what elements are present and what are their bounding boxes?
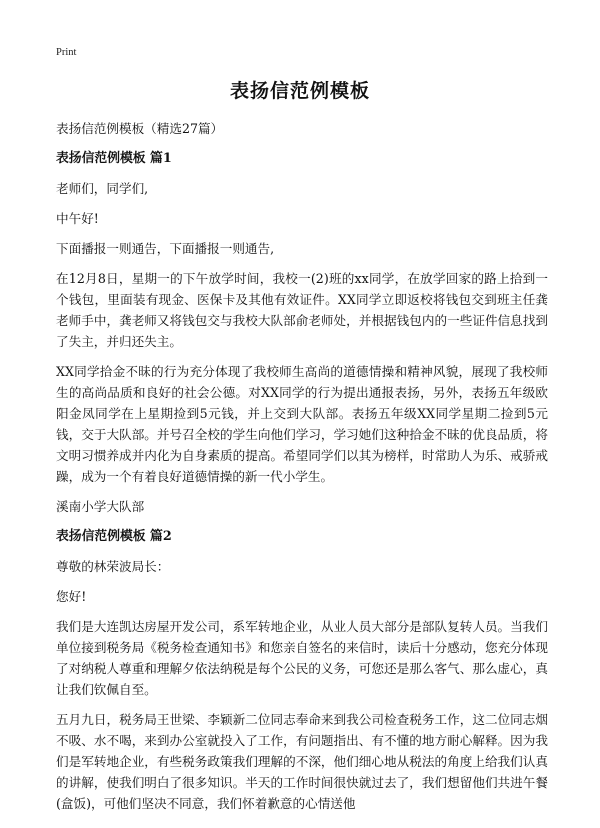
section-2-heading: 表扬信范例模板 篇2 — [56, 529, 172, 544]
paragraph: 五月九日，税务局王世梁、李颖新二位同志奉命来到我公司检查税务工作，这二位同志烟不吸、水不喝，来到办公室就投入了工作，有问题指出、有不懂的地方耐心解释。因为我们是军转地企业，有些税务政策我们理解的不深，他们细心地从税法的角度上给我们认真的讲解，使我们明白了很多知识。半天的工作时间很快就过去了，我们想留他们共进午餐(盒饭)，可他们坚决不同意，我们怀着歉意的心情送他 — [56, 712, 548, 811]
document-body — [56, 118, 548, 823]
paragraph: XX同学拾金不昧的行为充分体现了我校师生高尚的道德情操和精神风貌，展现了我校师生的高尚品质和良好的社会公德。对XX同学的行为提出通报表扬，另外，表扬五年级欧阳金凤同学在上星期捡到5元钱，并上交到大队部。表扬五年级XX同学星期二捡到5元钱，交于大队部。并号召全校的学生向他们学习，学习她们这种拾金不昧的优良品质，将文明习惯养成并内化为自身素质的提高。希望同学们以其为榜样，时常助人为乐、戒骄戒躁，成为一个有着良好道德情操的新一代小学生。 — [56, 364, 548, 484]
paragraph: 尊敬的林荣波局长： — [56, 559, 170, 574]
paragraph: 中午好! — [56, 211, 99, 226]
paragraph: 您好! — [56, 589, 87, 604]
print-link[interactable]: Print — [56, 47, 77, 58]
paragraph: 在12月8日，星期一的下午放学时间，我校一(2)班的xx同学，在放学回家的路上拾到一个钱包，里面装有现金、医保卡及其他有效证件。XX同学立即返校将钱包交到班主任龚老师手中，龚老师又将钱包交与我校大队部俞老师处，并根据钱包内的一些证件信息找到了失主，并归还失主。 — [56, 271, 548, 349]
signature-line: 溪南小学大队部 — [56, 499, 145, 514]
section-1-heading: 表扬信范例模板 篇1 — [56, 151, 172, 166]
paragraph: 下面播报一则通告，下面播报一则通告, — [56, 241, 275, 256]
paragraph: 老师们，同学们, — [56, 181, 149, 196]
paragraph: 我们是大连凯达房屋开发公司，系军转地企业，从业人员大部分是部队复转人员。当我们单位接到税务局《税务检查通知书》和您亲自签名的来信时，读后十分感动，您充分体现了对纳税人尊重和理解夕依法纳税是每个公民的义务，可您还是那么客气、那么虚心，真让我们钦佩自至。 — [56, 619, 548, 697]
document-title: 表扬信范例模板 — [229, 80, 370, 102]
document-subtitle: 表扬信范例模板（精选27篇） — [56, 121, 224, 136]
